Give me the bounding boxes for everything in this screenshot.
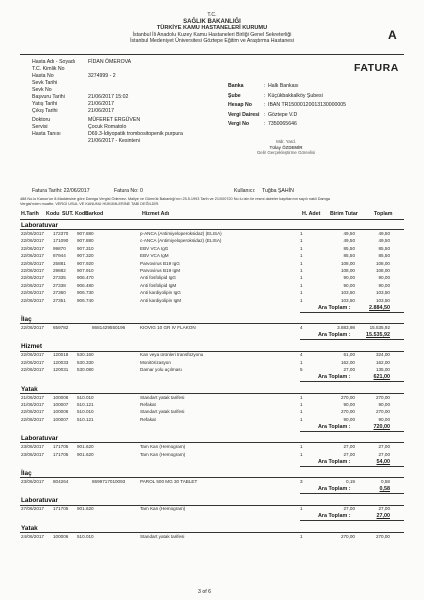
subtotal-divider bbox=[300, 431, 404, 432]
table-row bbox=[0, 245, 424, 252]
cell-kod: 171705 bbox=[53, 444, 69, 450]
patient-label: Başvuru Tarihi bbox=[32, 94, 65, 100]
cell-birim: 27,00 bbox=[343, 451, 355, 457]
bank-value: Küçükbakkalköy Şubesi bbox=[268, 92, 323, 99]
subtotal-label: Ara Toplam : bbox=[318, 331, 351, 338]
cell-sut: 907.880 bbox=[77, 231, 94, 236]
col-tarih: H.Tarih bbox=[21, 211, 39, 217]
header-line-1: T.C. bbox=[207, 12, 217, 18]
cell-hizmet: p-ANCA (Antimiyeloperoksidaz) (ELISA) bbox=[140, 231, 222, 236]
bank-value: Göztepe V.D bbox=[268, 111, 298, 118]
cell-birim: 103,50 bbox=[340, 297, 355, 303]
cell-barkod: 8699717010093 bbox=[92, 479, 126, 484]
table-row bbox=[0, 451, 424, 458]
cell-birim: 162,00 bbox=[340, 359, 355, 365]
subtotal-divider bbox=[300, 520, 404, 521]
cell-adet: 1 bbox=[300, 238, 303, 244]
cell-sut: 510.010 bbox=[77, 409, 94, 415]
cell-birim: 270,00 bbox=[340, 394, 355, 400]
cell-toplam: 85,50 bbox=[378, 245, 390, 251]
bank-value: Halk Bankası bbox=[268, 83, 299, 89]
bank-label: Hesap No bbox=[228, 102, 252, 108]
col-adet: H. Adet bbox=[302, 211, 321, 217]
subtotal-value: 15.535,92 bbox=[366, 331, 390, 338]
cell-hizmet: Anti kardiyolipin IgG bbox=[140, 290, 181, 296]
patient-label: Sevk Tarihi bbox=[32, 80, 58, 86]
subtotal-value: 27,00 bbox=[376, 513, 390, 520]
cell-birim: 61,00 bbox=[343, 352, 355, 358]
header-block bbox=[0, 12, 424, 45]
cell-birim: 90,00 bbox=[343, 416, 355, 422]
subtotal-value: 0,58 bbox=[379, 485, 390, 492]
cell-toplam: 108,00 bbox=[375, 260, 390, 266]
cell-toplam: 49,50 bbox=[378, 231, 390, 236]
table-row bbox=[0, 274, 424, 281]
bank-colon: : bbox=[264, 111, 266, 118]
cell-toplam: 270,00 bbox=[375, 394, 390, 400]
cell-kod: 27360 bbox=[53, 290, 66, 296]
subtotal-label: Ara Toplam : bbox=[318, 304, 351, 311]
cell-sut: 907.320 bbox=[77, 253, 94, 259]
bank-value: 7350065646 bbox=[268, 121, 297, 127]
col-toplam: Toplam bbox=[374, 211, 393, 217]
section-title: Yatak bbox=[21, 385, 38, 393]
cell-date: 22/06/2017 bbox=[21, 245, 44, 251]
cell-birim: 103,50 bbox=[340, 290, 355, 296]
cell-birim: 90,00 bbox=[343, 282, 355, 288]
cell-date: 22/06/2017 bbox=[21, 290, 44, 296]
cell-birim: 49,50 bbox=[343, 231, 355, 236]
cell-hizmet: Parvovirus B19 IgM bbox=[140, 268, 181, 273]
cell-hizmet: KIOVIG 10 GR IV FLAKON bbox=[140, 325, 196, 330]
cell-date: 22/06/2017 bbox=[21, 359, 44, 365]
cell-adet: 1 bbox=[300, 231, 303, 236]
cell-toplam: 15.535,92 bbox=[369, 325, 390, 330]
cell-date: 22/06/2017 bbox=[21, 268, 44, 273]
table-row bbox=[0, 505, 424, 512]
header-line-3: TÜRKİYE KAMU HASTANELERİ KURUMU bbox=[156, 25, 268, 32]
cell-date: 22/06/2017 bbox=[21, 416, 44, 422]
cell-toplam: 103,50 bbox=[375, 290, 390, 296]
cell-kod: 27338 bbox=[53, 282, 66, 288]
cell-date: 23/06/2017 bbox=[21, 451, 44, 457]
subtotal-value: 54,00 bbox=[376, 458, 390, 465]
cell-adet: 1 bbox=[300, 444, 303, 450]
cell-toplam: 270,00 bbox=[375, 533, 390, 539]
cell-date: 23/06/2017 bbox=[21, 479, 44, 484]
cell-adet: 3 bbox=[300, 479, 303, 484]
cell-sut: 906.740 bbox=[77, 297, 94, 303]
cell-date: 21/06/2017 bbox=[21, 402, 44, 407]
cell-sut: 906.470 bbox=[77, 275, 94, 281]
cell-toplam: 90,00 bbox=[378, 416, 390, 422]
cell-toplam: 49,50 bbox=[378, 238, 390, 244]
table-row bbox=[0, 478, 424, 485]
patient-value: 21/06/2017 bbox=[88, 108, 114, 114]
cell-toplam: 103,50 bbox=[375, 297, 390, 303]
cell-kod: 171090 bbox=[53, 238, 69, 244]
bank-label: Vergi No bbox=[228, 121, 250, 127]
subtotal-value: 720,00 bbox=[373, 423, 390, 430]
patient-value: MÜFERET ERGÜVEN bbox=[88, 117, 141, 123]
cell-birim: 270,00 bbox=[340, 409, 355, 415]
cell-sut: 907.310 bbox=[77, 245, 94, 251]
cell-adet: 1 bbox=[300, 533, 303, 539]
cell-date: 22/06/2017 bbox=[21, 409, 44, 415]
section-title: İlaç bbox=[21, 470, 32, 477]
cell-hizmet: Damar yolu açılması bbox=[140, 367, 182, 373]
cell-hizmet: Standart yatak tarifesi bbox=[140, 394, 185, 400]
cell-birim: 90,00 bbox=[343, 402, 355, 407]
document-title: FATURA bbox=[354, 62, 399, 74]
patient-value: 21/06/2017 - Kesinteni bbox=[88, 138, 140, 144]
cell-sut: 907.920 bbox=[77, 260, 94, 266]
cell-hizmet: Tam Kan (Hemogram) bbox=[140, 451, 186, 457]
subtotal-divider bbox=[300, 381, 404, 382]
cell-adet: 1 bbox=[300, 409, 303, 415]
bank-value: IBAN TR15000120013130000005 bbox=[268, 102, 347, 108]
subtotal-value: 621,00 bbox=[373, 374, 390, 381]
cell-date: 23/06/2017 bbox=[21, 444, 44, 450]
subtotal-label: Ara Toplam : bbox=[318, 458, 351, 465]
cell-kod: 87944 bbox=[53, 253, 66, 259]
section-title: Laboratuvar bbox=[21, 497, 58, 505]
cell-adet: 1 bbox=[300, 506, 303, 512]
column-header-row bbox=[0, 210, 424, 218]
legal-note bbox=[20, 197, 404, 207]
cell-birim: 27,00 bbox=[343, 444, 355, 450]
signer-role: Gelir Gerçekleştirme Görevlisi bbox=[256, 150, 316, 156]
section-title: Yatak bbox=[21, 524, 38, 532]
table-row bbox=[0, 267, 424, 274]
cell-adet: 1 bbox=[300, 268, 303, 273]
cell-date: 22/06/2017 bbox=[21, 297, 44, 303]
cell-adet: 4 bbox=[300, 352, 303, 358]
cell-sut: 901.620 bbox=[77, 451, 94, 457]
cell-date: 22/06/2017 bbox=[21, 231, 44, 236]
table-row bbox=[0, 359, 424, 366]
subtotal-value: 2.884,50 bbox=[369, 304, 390, 311]
cell-adet: 1 bbox=[300, 394, 303, 400]
header-line-4: İstanbul İli Anadolu Kuzey Kamu Hastaneleri Birliği Genel Sekreterliği bbox=[132, 31, 292, 38]
cell-hizmet: Monitörizasyon bbox=[140, 359, 171, 365]
cell-toplam: 90,00 bbox=[378, 282, 390, 288]
table-row bbox=[0, 324, 424, 331]
cell-kod: 27335 bbox=[53, 275, 66, 281]
cell-hizmet: Parvovirus B19 IgG bbox=[140, 260, 180, 266]
patient-value: 3274999 - 2 bbox=[88, 73, 116, 79]
corner-letter: A bbox=[388, 28, 397, 42]
patient-label: Doktoru bbox=[32, 117, 51, 123]
cell-date: 22/06/2017 bbox=[21, 275, 44, 281]
cell-adet: 1 bbox=[300, 290, 303, 296]
cell-adet: 1 bbox=[300, 253, 303, 259]
header-line-2: SAĞLIK BAKANLIĞI bbox=[183, 18, 241, 25]
cell-kod: 25881 bbox=[53, 260, 66, 266]
cell-hizmet: c-ANCA (Antimiyeloperoksidaz) (ELISA) bbox=[140, 238, 222, 244]
cell-adet: 1 bbox=[300, 282, 303, 288]
cell-sut: 906.730 bbox=[77, 290, 94, 296]
cell-toplam: 90,00 bbox=[378, 402, 390, 407]
col-sut: SUT. Kodu bbox=[62, 211, 89, 217]
cell-sut: 510.121 bbox=[77, 402, 94, 407]
subtotal-divider bbox=[300, 339, 404, 340]
cell-sut: 510.010 bbox=[77, 533, 94, 539]
cell-kod: 100007 bbox=[53, 416, 69, 422]
subtotal-label: Ara Toplam : bbox=[318, 374, 351, 381]
cell-hizmet: EBV VCA IgM bbox=[140, 253, 169, 259]
cell-hizmet: Anti fosfolipid IgM bbox=[140, 282, 177, 288]
cell-toplam: 324,00 bbox=[375, 352, 390, 358]
cell-toplam: 27,00 bbox=[378, 451, 390, 457]
table-row bbox=[0, 394, 424, 401]
cell-date: 21/06/2017 bbox=[21, 394, 44, 400]
subtotal-divider bbox=[300, 312, 404, 313]
table-row bbox=[0, 230, 424, 237]
cell-kod: 99870 bbox=[53, 245, 66, 251]
table-row bbox=[0, 289, 424, 296]
table-row bbox=[0, 443, 424, 450]
col-hizmet: Hizmet Adı bbox=[142, 211, 170, 217]
cell-hizmet: PAROL 500 MG 30 TABLET bbox=[140, 479, 198, 484]
patient-value: 21/06/2017 bbox=[88, 101, 114, 107]
cell-sut: 530.330 bbox=[77, 359, 94, 365]
cell-adet: 4 bbox=[300, 325, 303, 330]
column-header-divider bbox=[20, 219, 404, 220]
cell-birim: 90,00 bbox=[343, 275, 355, 281]
patient-label: Yatış Tarihi bbox=[32, 101, 58, 107]
cell-kod: 120033 bbox=[53, 359, 69, 365]
cell-kod: 804264 bbox=[53, 479, 69, 484]
bank-label: Vergi Dairesi bbox=[228, 111, 260, 118]
cell-adet: 1 bbox=[300, 245, 303, 251]
user-name: Tuğba ŞAHİN bbox=[262, 188, 294, 194]
section-title: İlaç bbox=[21, 316, 32, 323]
cell-hizmet: Standart yatak tarifesi bbox=[140, 409, 185, 415]
cell-sut: 901.620 bbox=[77, 444, 94, 450]
cell-toplam: 0,58 bbox=[381, 479, 390, 484]
table-row bbox=[0, 401, 424, 408]
cell-birim: 0,19 bbox=[346, 479, 355, 484]
cell-date: 22/06/2017 bbox=[21, 238, 44, 244]
cell-adet: 1 bbox=[300, 297, 303, 303]
bank-colon: : bbox=[264, 102, 266, 108]
cell-date: 22/06/2017 bbox=[21, 325, 44, 330]
cell-kod: 120031 bbox=[53, 367, 69, 373]
cell-hizmet: Tam Kan (Hemogram) bbox=[140, 444, 186, 450]
cell-kod: 100006 bbox=[53, 409, 69, 415]
table-row bbox=[0, 408, 424, 415]
cell-toplam: 135,00 bbox=[375, 367, 390, 373]
cell-birim: 85,50 bbox=[343, 245, 355, 251]
cell-kod: 171705 bbox=[53, 506, 69, 512]
cell-sut: 901.620 bbox=[77, 506, 94, 512]
cell-hizmet: Refakat bbox=[140, 402, 156, 407]
col-barkod: Barkod bbox=[85, 211, 104, 217]
cell-sut: 510.121 bbox=[77, 416, 94, 422]
header-divider bbox=[20, 54, 404, 55]
cell-kod: 29882 bbox=[53, 268, 66, 273]
cell-date: 22/06/2017 bbox=[21, 260, 44, 266]
cell-kod: 659782 bbox=[53, 325, 69, 330]
cell-sut: 530.160 bbox=[77, 352, 94, 358]
patient-value: FİDAN ÖMEROVA bbox=[88, 59, 132, 65]
bank-colon: : bbox=[264, 92, 266, 99]
invoice-date: Fatura Tarihi: 22/06/2017 bbox=[32, 188, 90, 194]
cell-sut: 907.910 bbox=[77, 268, 94, 273]
patient-label: T.C. Kimlik No bbox=[32, 66, 65, 72]
patient-label: Hasta No bbox=[32, 73, 54, 79]
cell-hizmet: Standart yatak tarifesi bbox=[140, 533, 185, 539]
cell-kod: 100007 bbox=[53, 402, 69, 407]
cell-hizmet: Anti kardiyolipin IgM bbox=[140, 297, 182, 303]
cell-toplam: 27,00 bbox=[378, 444, 390, 450]
cell-sut: 907.880 bbox=[77, 238, 94, 244]
legal-note-line-1: 488 No.lu Kanun'un 8.Maddesine göre Damga Vergisi Ödemez. Maliye ve Gümrük Bakanlığı'nın 25.5.1993 Tarih ve 21/000720 No lu izin ile resmi daireler kayıtlarının sayılı nakli Damga bbox=[20, 197, 330, 201]
subtotal-label: Ara Toplam : bbox=[318, 423, 351, 430]
cell-adet: 1 bbox=[300, 359, 303, 365]
cell-birim: 270,00 bbox=[340, 533, 355, 539]
page-indicator: 3 of 6 bbox=[198, 589, 211, 595]
cell-date: 24/06/2017 bbox=[21, 533, 44, 539]
subtotal-label: Ara Toplam : bbox=[318, 513, 351, 520]
cell-date: 27/06/2017 bbox=[21, 506, 44, 512]
cell-adet: 1 bbox=[300, 451, 303, 457]
cell-birim: 85,50 bbox=[343, 253, 355, 259]
cell-birim: 27,00 bbox=[343, 506, 355, 512]
cell-date: 22/06/2017 bbox=[21, 367, 44, 373]
bank-colon: : bbox=[264, 83, 266, 89]
signer-name: Tülay ÖZDEMİR bbox=[269, 144, 303, 150]
bank-label: Şube bbox=[228, 92, 241, 99]
cell-date: 22/06/2017 bbox=[21, 282, 44, 288]
cell-sut: 906.480 bbox=[77, 282, 94, 288]
table-row bbox=[0, 416, 424, 423]
section-title: Laboratuvar bbox=[21, 222, 58, 229]
patient-value: D69.3-İdiyopatik trombositopenik purpura bbox=[88, 131, 183, 137]
cell-kod: 120018 bbox=[53, 352, 69, 358]
patient-label: Hasta Adı - Soyadı bbox=[32, 59, 76, 65]
patient-label: Sevk No bbox=[32, 87, 52, 93]
cell-toplam: 27,00 bbox=[378, 506, 390, 512]
table-row bbox=[0, 366, 424, 373]
patient-label: Servisi bbox=[32, 124, 48, 130]
cell-kod: 100006 bbox=[53, 533, 69, 539]
col-birim: Birim Tutar bbox=[330, 211, 358, 217]
table-row bbox=[0, 282, 424, 289]
cell-toplam: 162,00 bbox=[375, 359, 390, 365]
table-row bbox=[0, 297, 424, 304]
cell-adet: 1 bbox=[300, 416, 303, 422]
cell-toplam: 270,00 bbox=[375, 409, 390, 415]
patient-label: Çıkış Tarihi bbox=[32, 108, 58, 114]
bank-colon: : bbox=[264, 121, 266, 127]
table-row bbox=[0, 533, 424, 540]
invoice-number: Fatura No: 0 bbox=[114, 188, 143, 194]
cell-adet: 5 bbox=[300, 367, 303, 373]
cell-date: 22/06/2017 bbox=[21, 253, 44, 259]
legal-note-line-2: Vergisi'nden muaftır. VERGİ USUL VE KANUNU HÜKÜMLERİNE TABİ DEĞİLDİR. bbox=[20, 202, 160, 206]
subtotal-divider bbox=[300, 466, 404, 467]
cell-hizmet: Anti fosfolipid IgG bbox=[140, 275, 177, 281]
cell-barkod: 8681429550196 bbox=[92, 325, 126, 330]
cell-birim: 49,50 bbox=[343, 238, 355, 244]
cell-birim: 27,00 bbox=[343, 367, 355, 373]
patient-label: Hasta Tanısı bbox=[32, 131, 61, 137]
cell-kod: 171705 bbox=[53, 451, 69, 457]
table-row bbox=[0, 351, 424, 358]
section-title: Laboratuvar bbox=[21, 435, 58, 443]
subtotal-label: Ara Toplam : bbox=[318, 485, 351, 492]
cell-birim: 3.883,98 bbox=[337, 325, 355, 330]
table-row bbox=[0, 260, 424, 267]
signer-block bbox=[226, 139, 346, 156]
signer-title: Mdr. Yard. bbox=[276, 139, 296, 144]
patient-value: 21/06/2017 15:02 bbox=[88, 94, 129, 100]
cell-kod: 100006 bbox=[53, 394, 69, 400]
subtotal-divider bbox=[300, 493, 404, 494]
cell-hizmet: Kan veya ürünleri transfüzyonu bbox=[140, 352, 204, 358]
table-row bbox=[0, 237, 424, 244]
cell-hizmet: EBV VCA IgG bbox=[140, 245, 169, 251]
col-kodu: Kodu bbox=[46, 211, 60, 217]
cell-sut: 530.080 bbox=[77, 367, 94, 373]
cell-kod: 172370 bbox=[53, 231, 69, 236]
header-line-5: İstanbul Medeniyet Üniversitesi Göztepe Eğitim ve Araştırma Hastanesi bbox=[130, 38, 294, 45]
cell-hizmet: Tam Kan (Hemogram) bbox=[140, 506, 186, 512]
table-row bbox=[0, 252, 424, 259]
bank-label: Banka bbox=[228, 83, 244, 89]
cell-sut: 510.010 bbox=[77, 394, 94, 400]
cell-adet: 1 bbox=[300, 275, 303, 281]
cell-birim: 108,00 bbox=[340, 260, 355, 266]
cell-kod: 27351 bbox=[53, 297, 66, 303]
cell-toplam: 108,00 bbox=[375, 268, 390, 273]
cell-birim: 108,00 bbox=[340, 268, 355, 273]
patient-value: Çocuk Romatolo bbox=[88, 124, 127, 130]
cell-hizmet: Refakat bbox=[140, 416, 156, 422]
section-title: Hizmet bbox=[21, 343, 42, 351]
user-label: Kullanıcı: bbox=[234, 188, 256, 194]
cell-adet: 1 bbox=[300, 260, 303, 266]
cell-adet: 1 bbox=[300, 402, 303, 407]
cell-date: 22/06/2017 bbox=[21, 352, 44, 358]
cell-toplam: 85,50 bbox=[378, 253, 390, 259]
cell-toplam: 90,00 bbox=[378, 275, 390, 281]
